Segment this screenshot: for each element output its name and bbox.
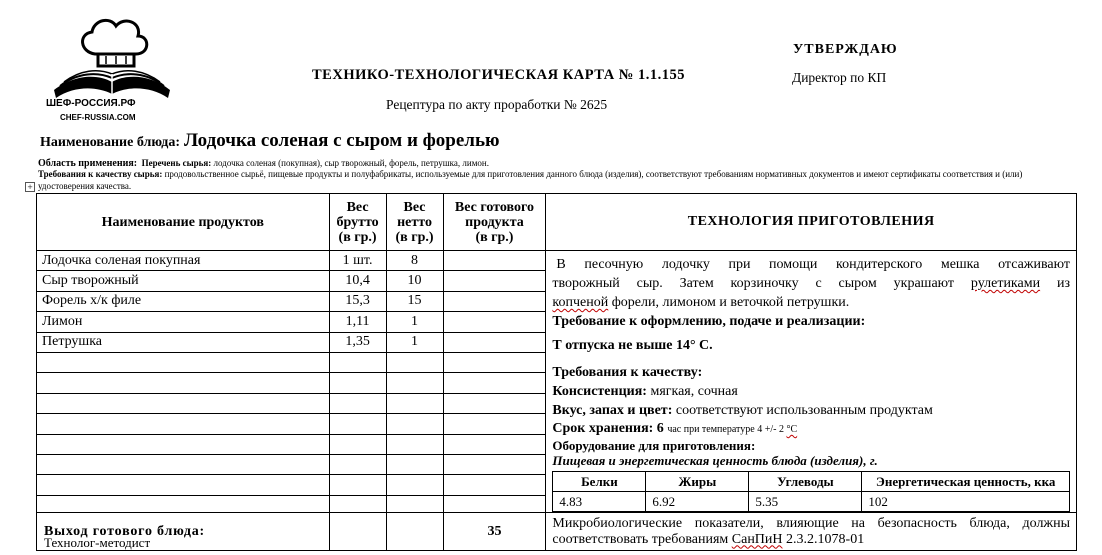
approve-label: УТВЕРЖДАЮ (793, 42, 898, 57)
net-cell: 8 (386, 251, 443, 271)
consistency-line: Консистенция: мягкая, сочная (552, 384, 738, 399)
dish-label: Наименование блюда: (40, 135, 180, 150)
technology-cell (546, 251, 1077, 513)
nutrition-fat: 6.92 (646, 492, 749, 512)
quality-req-text: продовольственное сырьё, пищевые продукты и полуфабрикаты, используемые для приготовления данного блюда (изделия), соответствуют требованиям нормативных документов и имеют сертификаты соответствия и (или) удостоверения качества. (38, 169, 1023, 191)
serving-label: Требование к оформлению, подаче и реализации: (552, 314, 866, 329)
document-subtitle: Рецептура по акту проработки № 2625 (386, 97, 608, 112)
logo-line1: ШЕФ-РОССИЯ.РФ (46, 98, 136, 109)
ready-cell (443, 251, 546, 271)
tech-line-2: творожный сыр. Затем корзиночку с сыром украшают рулетиками из (552, 276, 1070, 291)
table-row: Петрушка (37, 332, 330, 352)
equipment-label: Оборудование для приготовления: (552, 438, 756, 453)
empty-row (37, 454, 330, 474)
raw-list-label: Перечень сырья: (141, 158, 212, 168)
recipe-table (36, 193, 1077, 551)
ready-cell (443, 332, 546, 352)
nutrition-header-energy: Энергетическая ценность, кка (862, 472, 1070, 492)
net-cell: 1 (386, 312, 443, 332)
table-move-handle[interactable]: + (25, 182, 35, 192)
tech-line-3: копченой форели, лимоном и веточкой петрушки. (552, 295, 850, 310)
gross-cell: 15,3 (329, 291, 386, 311)
nutrition-label: Пищевая и энергетическая ценность блюда (изделия), г. (552, 453, 878, 468)
technology-header: ТЕХНОЛОГИЯ ПРИГОТОВЛЕНИЯ (546, 194, 1077, 251)
ready-cell (443, 312, 546, 332)
empty-row (37, 393, 330, 413)
nutrition-header-protein: Белки (553, 472, 646, 492)
nutrition-header-fat: Жиры (646, 472, 749, 492)
gross-cell: 10,4 (329, 271, 386, 291)
nutrition-carbs: 5.35 (749, 492, 862, 512)
nutrition-energy: 102 (862, 492, 1070, 512)
dish-name: Лодочка соленая с сыром и форелью (183, 130, 500, 151)
nutrition-protein: 4.83 (553, 492, 646, 512)
storage-line: Срок хранения: 6 час при температуре 4 +/- 2 °С (552, 421, 798, 436)
col-header-net: Вес нетто (в гр.) (386, 194, 443, 251)
empty-row (37, 414, 330, 434)
empty-row (37, 475, 330, 495)
col-header-ready: Вес готового продукта (в гр.) (443, 194, 546, 251)
net-cell: 10 (386, 271, 443, 291)
gross-cell: 1,11 (329, 312, 386, 332)
chef-hat-book-icon (40, 12, 180, 107)
net-cell: 15 (386, 291, 443, 311)
empty-row (37, 495, 330, 512)
nutrition-header-carbs: Углеводы (749, 472, 862, 492)
scope-label: Область применения: (38, 158, 138, 169)
raw-list-text: лодочка соленая (покупная), сыр творожный, форель, петрушка, лимон. (213, 158, 489, 168)
empty-row (37, 434, 330, 454)
taste-line: Вкус, запах и цвет: соответствуют использованным продуктам (552, 403, 933, 418)
director-label: Директор по КП (792, 70, 887, 85)
quality-req-label: Требования к качеству сырья: (38, 169, 163, 179)
table-row: Сыр творожный (37, 271, 330, 291)
tech-line-1: В песочную лодочку при помощи кондитерского мешка отсаживают (556, 257, 1070, 272)
col-header-gross: Вес брутто (в гр.) (329, 194, 386, 251)
table-row: Лимон (37, 312, 330, 332)
ready-cell (443, 291, 546, 311)
table-row: Лодочка соленая покупная (37, 251, 330, 271)
serving-temp: Т отпуска не выше 14° С. (552, 338, 713, 353)
dish-name-line (40, 130, 500, 152)
micro-requirements: Микробиологические показатели, влияющие на безопасность блюда, должны соответствовать требованиям СанПиН 2.3.2.1078-01 (546, 513, 1077, 551)
empty-row (37, 352, 330, 372)
quality-label: Требования к качеству: (552, 365, 703, 380)
quality-req-block (38, 168, 1068, 192)
technologist-label: Технолог-методист (44, 535, 151, 550)
output-value: 35 (443, 513, 546, 551)
net-cell: 1 (386, 332, 443, 352)
document-title: ТЕХНИКО-ТЕХНОЛОГИЧЕСКАЯ КАРТА № 1.1.155 (312, 67, 685, 83)
output-label: Выход готового блюда: (37, 513, 330, 551)
col-header-product: Наименование продуктов (37, 194, 330, 251)
logo-line2: CHEF-RUSSIA.COM (60, 113, 136, 122)
empty-row (37, 373, 330, 393)
table-row: Форель х/к филе (37, 291, 330, 311)
nutrition-table (552, 471, 1070, 512)
ready-cell (443, 271, 546, 291)
gross-cell: 1 шт. (329, 251, 386, 271)
logo (40, 12, 180, 132)
gross-cell: 1,35 (329, 332, 386, 352)
